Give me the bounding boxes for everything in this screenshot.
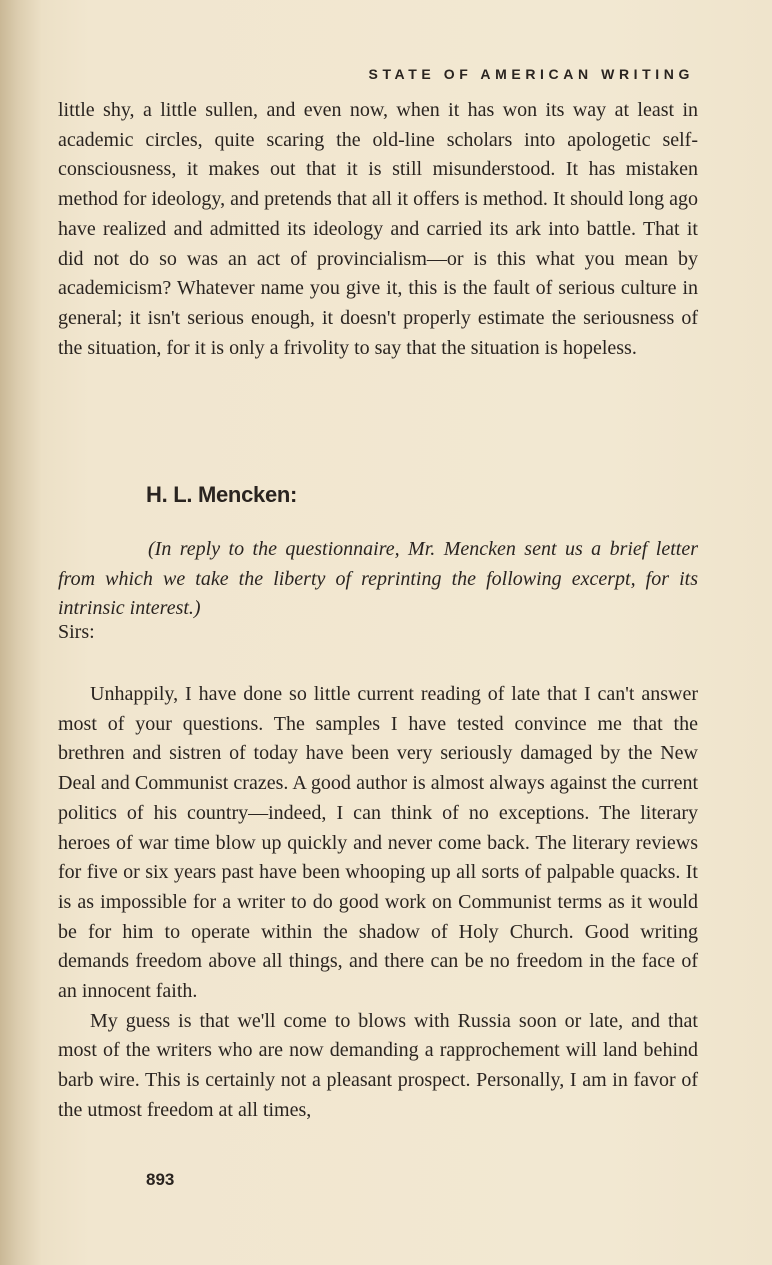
running-head: STATE OF AMERICAN WRITING bbox=[368, 66, 694, 82]
salutation-block bbox=[58, 618, 698, 648]
page-number: 893 bbox=[146, 1170, 175, 1189]
intro-note-block bbox=[58, 535, 698, 624]
letter-paragraph: My guess is that we'll come to blows with Russia soon or late, and that most of the writers who are now demanding a rapprochement will land behind barb wire. This is certainly not a pleasant prospect. Personally, I am in favor of the utmost freedom at all times, bbox=[58, 1009, 698, 1121]
continuation-paragraph: little shy, a little sullen, and even now, when it has won its way at least in academic circles, quite scaring the old-line scholars into apologetic self-consciousness, it makes out that it is still misunderstood. It has mistaken method for ideology, and pretends that all it offers is method. It should long ago have realized and admitted its ideology and carried its ark into battle. That it did not do so was an act of provincialism—or is this what you mean by academicism? Whatever name you give it, this is the fault of serious culture in general; it isn't serious enough, it doesn't properly estimate the seriousness of the situation, for it is only a frivolity to say that the situation is hopeless. bbox=[58, 99, 698, 359]
letter-body bbox=[58, 680, 698, 1126]
section-heading: H. L. Mencken: bbox=[146, 482, 298, 507]
letter-paragraph: Unhappily, I have done so little current reading of late that I can't answer most of your questions. The samples I have tested convince me that the brethren and sistren of today have been very seriously damaged by the New Deal and Communist crazes. A good author is almost always against the current politics of his country—indeed, I can think of no exceptions. The literary heroes of war time blow up quickly and never come back. The literary reviews for five or six years past have been whooping up all sorts of palpable quacks. It is as impossible for a writer to do good work on Communist terms as it would be for him to operate within the shadow of Holy Church. Good writing demands freedom above all things, and there can be no freedom in the face of an innocent faith. bbox=[58, 683, 698, 1003]
continuation-paragraph-block bbox=[58, 96, 698, 363]
salutation: Sirs: bbox=[58, 621, 95, 643]
intro-note: (In reply to the questionnaire, Mr. Mencken sent us a brief letter from which we take the liberty of reprinting the following excerpt, for its intrinsic interest.) bbox=[58, 538, 698, 620]
